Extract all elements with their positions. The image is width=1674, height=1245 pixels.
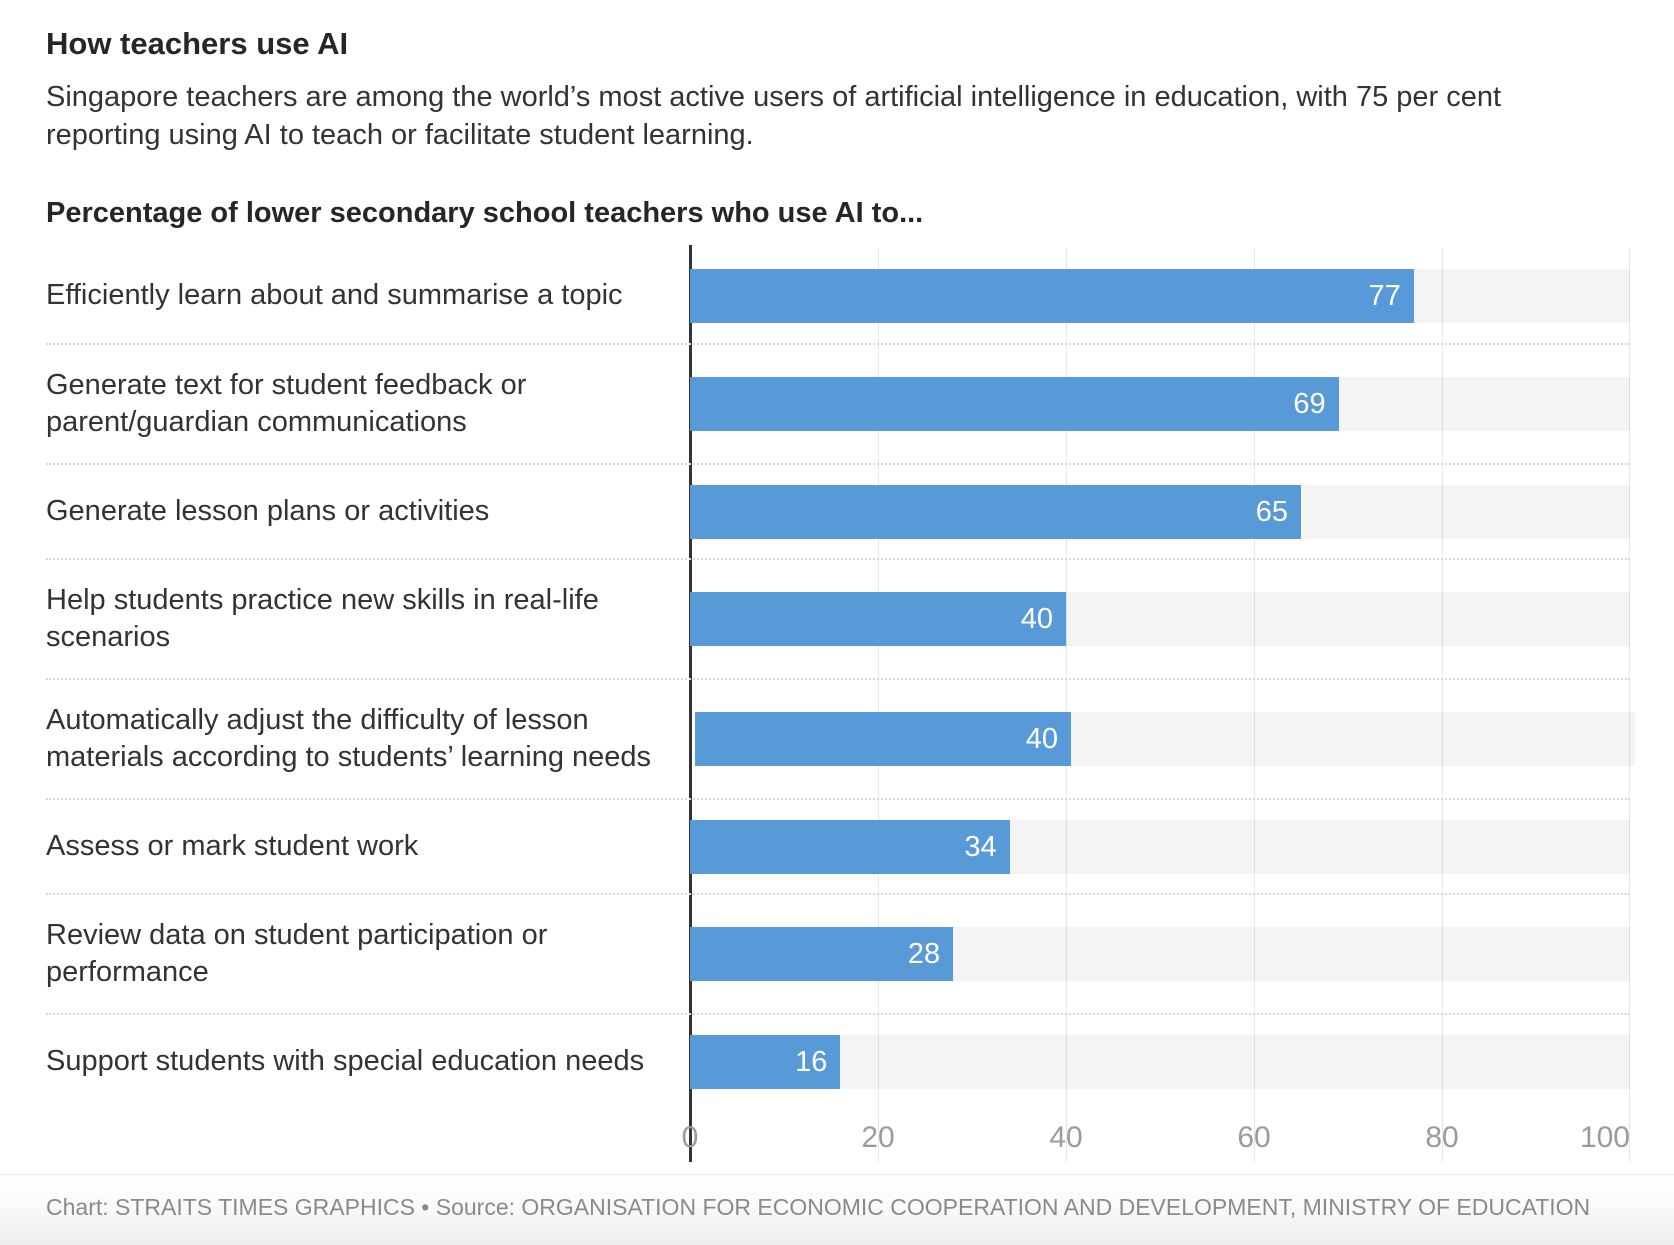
bar-value-label: 40 [1025, 723, 1059, 755]
chart-rows [46, 248, 1630, 1108]
bar [690, 927, 953, 981]
table-row [46, 678, 1630, 798]
chart-title: How teachers use AI [46, 26, 349, 61]
category-label: Efficiently learn about and summarise a topic [46, 279, 623, 311]
bar [690, 592, 1066, 646]
bar-cell [690, 592, 1630, 646]
bar-value-label: 16 [795, 1045, 828, 1078]
bar [695, 712, 1071, 766]
bar-cell [690, 269, 1630, 323]
bar-value-label: 65 [1255, 495, 1288, 528]
bar-value-label: 69 [1293, 388, 1326, 420]
bar-chart [46, 248, 1630, 1162]
table-row [46, 798, 1630, 893]
bar [690, 377, 1339, 431]
x-tick-20: 20 [861, 1121, 895, 1154]
x-tick-0: 0 [681, 1121, 699, 1154]
category-label: Generate lesson plans or activities [46, 495, 490, 527]
bar [690, 269, 1414, 323]
bar-value-label: 28 [907, 938, 941, 970]
x-axis [681, 1108, 1630, 1162]
source-attribution: Chart: STRAITS TIMES GRAPHICS • Source: ORGANISATION FOR ECONOMIC COOPERATION AND DEVELOPMENT, MINISTRY OF EDUCATION [46, 1194, 1591, 1220]
bar-value-label: 77 [1368, 279, 1401, 312]
subtitle-line-2: reporting using AI to teach or facilitate student learning. [46, 119, 754, 151]
table-row [46, 248, 1630, 343]
category-label: Review data on student participation or performance [46, 919, 548, 988]
chart-footer [0, 1174, 1674, 1245]
bar-cell [690, 377, 1630, 431]
x-tick-80: 80 [1425, 1121, 1459, 1154]
chart-subtitle [46, 78, 1630, 154]
category-label: Support students with special education needs [46, 1045, 645, 1077]
table-row [46, 463, 1630, 558]
table-row [46, 1013, 1630, 1108]
category-label: Generate text for student feedback or parent/guardian communications [46, 369, 527, 438]
bar [690, 820, 1010, 874]
bar-value-label: 40 [1020, 603, 1053, 635]
subtitle-line-1: Singapore teachers are among the world’s most active users of artificial intelligence in education, with 75 per cent [46, 81, 1502, 113]
table-row [46, 558, 1630, 678]
bar [690, 1035, 840, 1089]
category-label: Automatically adjust the difficulty of lesson materials according to students’ learning needs [46, 704, 652, 773]
table-row [46, 893, 1630, 1013]
bar-value-label: 34 [964, 830, 997, 863]
chart-heading: Percentage of lower secondary school teachers who use AI to... [46, 197, 924, 229]
x-tick-40: 40 [1049, 1121, 1083, 1154]
bar [690, 485, 1301, 539]
category-label: Help students practice new skills in real-life scenarios [46, 584, 599, 653]
category-label: Assess or mark student work [46, 830, 419, 862]
bar-cell [690, 485, 1630, 539]
bar-cell [690, 927, 1630, 981]
table-row [46, 343, 1630, 463]
bar-cell [690, 820, 1630, 874]
bar-cell [695, 712, 1635, 766]
x-tick-60: 60 [1237, 1121, 1271, 1154]
bar-cell [690, 1035, 1630, 1089]
x-tick-100: 100 [1579, 1121, 1630, 1154]
chart-page [0, 26, 1674, 1162]
